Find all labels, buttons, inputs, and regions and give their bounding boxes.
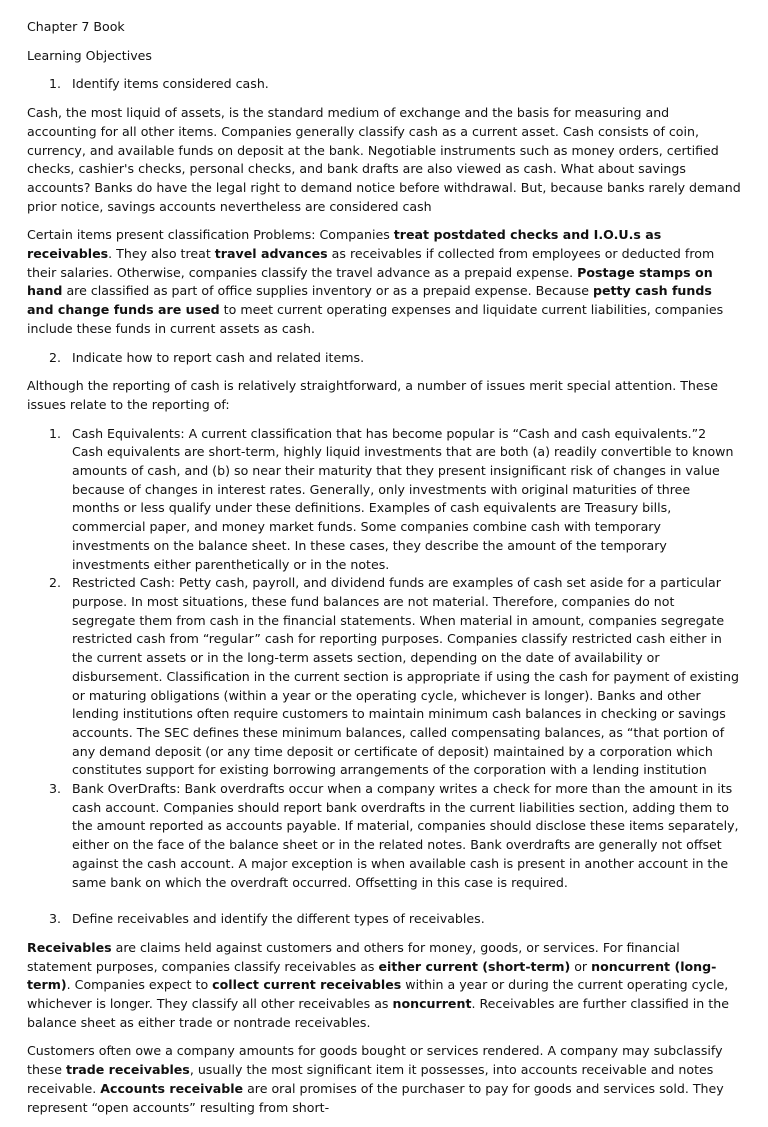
text-run: , usually the most significant item it possesses, into accounts receivable and notes receivable. (27, 1062, 714, 1096)
text-run: are classified as part of office supplies inventory or as a prepaid expense. Because (62, 283, 593, 299)
list-number: 2. (49, 575, 62, 591)
learning-objective-2 (27, 349, 741, 368)
bold-run: Receivables (27, 939, 112, 955)
paragraph-classification-problems (27, 226, 741, 338)
section-heading-learning-objectives: Learning Objectives (27, 47, 152, 63)
objective-text: Identify items considered cash. (72, 76, 269, 92)
paragraph-trade-receivables (27, 1042, 741, 1117)
bold-run: either current (short-term) (378, 958, 571, 974)
document-title: Chapter 7 Book (27, 19, 125, 34)
list-item-restricted-cash (27, 574, 741, 780)
learning-objective-1 (27, 75, 741, 94)
text-run: Certain items present classification Problems: Companies (27, 227, 394, 243)
text-run: . They also treat (108, 246, 215, 262)
bold-run: Postage stamps on hand (27, 264, 713, 299)
bold-run: petty cash funds and change funds are used (27, 283, 712, 318)
text-run: are claims held against customers and others for money, goods, or services. For financial statement purposes, companies classify receivables as (27, 939, 680, 974)
text-run: are oral promises of the purchaser to pay for goods and services sold. They represent “open accounts” resulting from short- (27, 1080, 724, 1115)
list-number: 1. (49, 425, 62, 441)
objective-text: Define receivables and identify the different types of receivables. (72, 911, 485, 927)
bold-run: travel advances (214, 246, 328, 262)
learning-objective-3 (27, 910, 741, 929)
text-run: as receivables if collected from employees or deducted from their salaries. Otherwise, companies classify the travel advance as a prepaid expense. (27, 246, 715, 280)
list-item-text: Restricted Cash: Petty cash, payroll, and dividend funds are examples of cash set aside for a particular purpose. In most situations, these fund balances are not material. Therefore, companies do not segregate them from cash in the financial statements. When material in amount, companies segregate restricted cash from “regular” cash for reporting purposes. Companies classify restricted cash either in the current assets or in the long-term assets section, depending on the date of availability or disbursement. Classification in the current section is appropriate if using the cash for payment of existing or maturing obligations (within a year or the operating cycle, whichever is longer). Banks and other lending institutions often require customers to maintain minimum cash balances in checking or savings accounts. The SEC defines these minimum balances, called compensating balances, as “that portion of any demand deposit (or any time deposit or certificate of deposit) maintained by a corporation which constitutes support for existing borrowing arrangements of the corporation with a lending institution (72, 575, 740, 778)
objective-number: 2. (49, 349, 62, 365)
paragraph-reporting-intro: Although the reporting of cash is relatively straightforward, a number of issues merit special attention. These issues relate to the reporting of: (27, 378, 718, 412)
bold-run: noncurrent (long-term) (27, 958, 717, 993)
list-item-text: Bank OverDrafts: Bank overdrafts occur when a company writes a check for more than the amount in its cash account. Companies should report bank overdrafts in the current liabilities section, adding them to the amount reported as accounts payable. If material, companies should disclose these items separately, either on the face of the balance sheet or in the related notes. Bank overdrafts are generally not offset against the cash account. A major exception is when available cash is present in another account in the same bank on which the overdraft occurred. Offsetting in this case is required. (72, 781, 739, 890)
bold-run: treat postdated checks and I.O.U.s as receivables (27, 227, 662, 262)
bold-run: collect current receivables (212, 977, 402, 993)
paragraph-receivables (27, 939, 741, 1033)
bold-run: Accounts receivable (100, 1080, 244, 1096)
objective-number: 3. (49, 911, 62, 927)
list-item-cash-equivalents (27, 425, 741, 575)
objective-number: 1. (49, 76, 62, 92)
list-number: 3. (49, 781, 62, 797)
text-run: Customers often owe a company amounts for goods bought or services rendered. A company may subclassify these (27, 1043, 723, 1078)
reporting-issues-list (27, 425, 741, 893)
list-item-bank-overdrafts (27, 780, 741, 892)
bold-run: trade receivables (65, 1062, 190, 1078)
paragraph-cash-definition: Cash, the most liquid of assets, is the standard medium of exchange and the basis for measuring and accounting for all other items. Companies generally classify cash as a current asset. Cash consists of coin, currency, and available funds on deposit at the bank. Negotiable instruments such as money orders, certified checks, cashier's checks, personal checks, and bank drafts are also viewed as cash. What about savings accounts? Banks do have the legal right to demand notice before withdrawal. But, because banks rarely demand prior notice, savings accounts nevertheless are considered cash (27, 105, 741, 214)
text-run: to meet current operating expenses and liquidate current liabilities, companies include these funds in current assets as cash. (27, 302, 724, 336)
text-run: within a year or during the current operating cycle, whichever is longer. They classify all other receivables as (27, 977, 729, 1012)
bold-run: noncurrent (392, 996, 472, 1012)
text-run: or (570, 958, 592, 974)
list-item-text: Cash Equivalents: A current classification that has become popular is “Cash and cash equivalents.”2 Cash equivalents are short-term, highly liquid investments that are both (a) readily convertible to known amounts of cash, and (b) so near their maturity that they present insignificant risk of changes in value because of changes in interest rates. Generally, only investments with original maturities of three months or less qualify under these definitions. Examples of cash equivalents are Treasury bills, commercial paper, and money market funds. Some companies combine cash with temporary investments on the balance sheet. In these cases, they describe the amount of the temporary investments either parenthetically or in the notes. (72, 425, 734, 572)
document-body (27, 18, 741, 1127)
text-run: . Companies expect to (66, 977, 213, 993)
objective-text: Indicate how to report cash and related items. (72, 349, 365, 365)
text-run: . Receivables are further classified in the balance sheet as either trade or nontrade receivables. (27, 996, 729, 1030)
